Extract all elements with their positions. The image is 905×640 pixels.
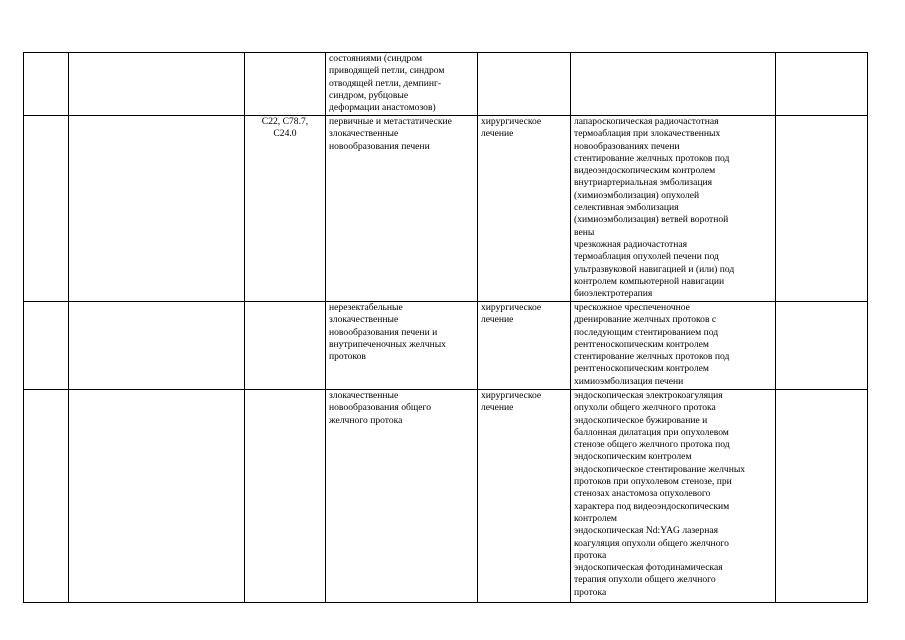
cell-text-line: видеоэндоскопическим контролем: [574, 165, 716, 177]
norm-cell: [776, 390, 868, 603]
treatment-method-cell: [571, 53, 776, 116]
cell-text-line: первичные и метастатические: [329, 116, 452, 127]
cell-text-line: терапия опухоли общего желчного: [574, 574, 716, 586]
cell-text-line: эндоскопическая Nd:YAG лазерная: [574, 525, 719, 537]
number-cell: [24, 116, 69, 302]
cell-text-line: синдром, рубцовые: [329, 89, 409, 101]
cell-text-line: дренирование желчных протоков с: [574, 314, 717, 326]
cell-text-line: биоэлектротерапия: [574, 288, 653, 300]
cell-text-line: стенозах анастомоза опухолевого: [574, 488, 711, 500]
norm-cell: [776, 302, 868, 390]
cell-text-line: протока: [574, 586, 607, 598]
table-row: [24, 53, 868, 116]
cell-text-line: чрескожное чреспеченочное: [574, 302, 690, 313]
cell-text-line: рентгеноскопическим контролем: [574, 338, 709, 350]
cell-text-line: новообразования печени: [329, 140, 430, 152]
diagnosis-cell: [326, 302, 478, 390]
icd-code-cell: [245, 302, 326, 390]
cell-text-line: лечение: [481, 402, 514, 414]
table-row: [24, 390, 868, 603]
treatment-method-cell: [571, 116, 776, 302]
cell-text-line: C22, C78.7,: [261, 116, 309, 127]
cell-text-line: эндоскопическая фотодинамическая: [574, 562, 723, 574]
profile-cell: [69, 53, 245, 116]
diagnosis-cell: [326, 116, 478, 302]
diagnosis-cell: [326, 390, 478, 603]
cell-text-line: стентирование желчных протоков под: [574, 351, 730, 363]
cell-text-line: контролем компьютерной навигации: [574, 275, 725, 287]
cell-text-line: характера под видеоэндоскопическим: [574, 500, 730, 512]
cell-text-line: злокачественные: [329, 314, 399, 326]
cell-text-line: лапароскопическая радиочастотная: [574, 116, 719, 127]
cell-text-line: термоаблация при злокачественных: [574, 128, 721, 140]
treatment-method-cell: [571, 390, 776, 603]
cell-text-line: стентирование желчных протоков под: [574, 152, 730, 164]
diagnosis-cell: [326, 53, 478, 116]
cell-text-line: внутриартериальная эмболизация: [574, 177, 713, 189]
cell-text-line: протоков: [329, 351, 366, 363]
cell-text-line: хирургическое: [481, 302, 542, 313]
cell-text-line: приводящей петли, синдром: [329, 65, 445, 77]
cell-text-line: эндоскопическим контролем: [574, 451, 692, 463]
cell-text-line: (химиоэмболизация) опухолей: [574, 189, 700, 201]
cell-text-line: (химиоэмболизация) ветвей воротной: [574, 214, 729, 226]
cell-text-line: протоков при опухолевом стенозе, при: [574, 476, 732, 488]
cell-text-line: ультразвуковой навигацией и (или) под: [574, 263, 735, 275]
cell-text-line: эндоскопическое стентирование желчных: [574, 463, 746, 475]
profile-cell: [69, 390, 245, 603]
cell-text-line: контролем: [574, 512, 617, 524]
cell-text-line: деформации анастомозов): [329, 102, 436, 114]
cell-text-line: вены: [574, 226, 595, 238]
cell-text-line: эндоскопическое бужирование и: [574, 414, 708, 426]
norm-cell: [776, 53, 868, 116]
cell-text-line: злокачественные: [329, 128, 399, 140]
number-cell: [24, 302, 69, 390]
icd-code-cell: [245, 390, 326, 603]
treatment-table: [23, 52, 868, 603]
cell-text-line: новообразования печени и: [329, 326, 438, 338]
cell-text-line: желчного протока: [329, 414, 403, 426]
cell-text-line: термоаблация опухолей печени под: [574, 251, 719, 263]
profile-cell: [69, 302, 245, 390]
cell-text-line: химиоэмболизация печени: [574, 375, 684, 387]
table-row: [24, 302, 868, 390]
treatment-type-cell: [478, 390, 571, 603]
treatment-type-cell: [478, 53, 571, 116]
cell-text-line: лечение: [481, 314, 514, 326]
cell-text-line: злокачественные: [329, 390, 399, 401]
cell-text-line: селективная эмболизация: [574, 202, 679, 214]
cell-text-line: отводящей петли, демпинг-: [329, 77, 442, 89]
cell-text-line: рентгеноскопическим контролем: [574, 363, 709, 375]
cell-text-line: чрезкожная радиочастотная: [574, 238, 688, 250]
cell-text-line: опухоли общего желчного протока: [574, 402, 716, 414]
cell-text-line: коагуляция опухоли общего желчного: [574, 537, 729, 549]
treatment-method-cell: [571, 302, 776, 390]
cell-text-line: лечение: [481, 128, 514, 140]
treatment-type-cell: [478, 302, 571, 390]
cell-text-line: состояниями (синдром: [329, 53, 423, 64]
icd-code-cell: [245, 116, 326, 302]
norm-cell: [776, 116, 868, 302]
cell-text-line: протока: [574, 549, 607, 561]
cell-text-line: стенозе общего желчного протока под: [574, 439, 730, 451]
profile-cell: [69, 116, 245, 302]
cell-text-line: C24.0: [273, 128, 297, 140]
icd-code-cell: [245, 53, 326, 116]
cell-text-line: новообразования общего: [329, 402, 432, 414]
table-row: [24, 116, 868, 302]
treatment-type-cell: [478, 116, 571, 302]
cell-text-line: хирургическое: [481, 390, 542, 401]
cell-text-line: баллонная дилатация при опухолевом: [574, 426, 729, 438]
cell-text-line: хирургическое: [481, 116, 542, 127]
cell-text-line: последующим стентированием под: [574, 326, 719, 338]
cell-text-line: новообразованиях печени: [574, 140, 680, 152]
cell-text-line: нерезектабельные: [329, 302, 403, 313]
cell-text-line: внутрипеченочных желчных: [329, 338, 446, 350]
cell-text-line: эндоскопическая электрокоагуляция: [574, 390, 723, 401]
number-cell: [24, 53, 69, 116]
number-cell: [24, 390, 69, 603]
